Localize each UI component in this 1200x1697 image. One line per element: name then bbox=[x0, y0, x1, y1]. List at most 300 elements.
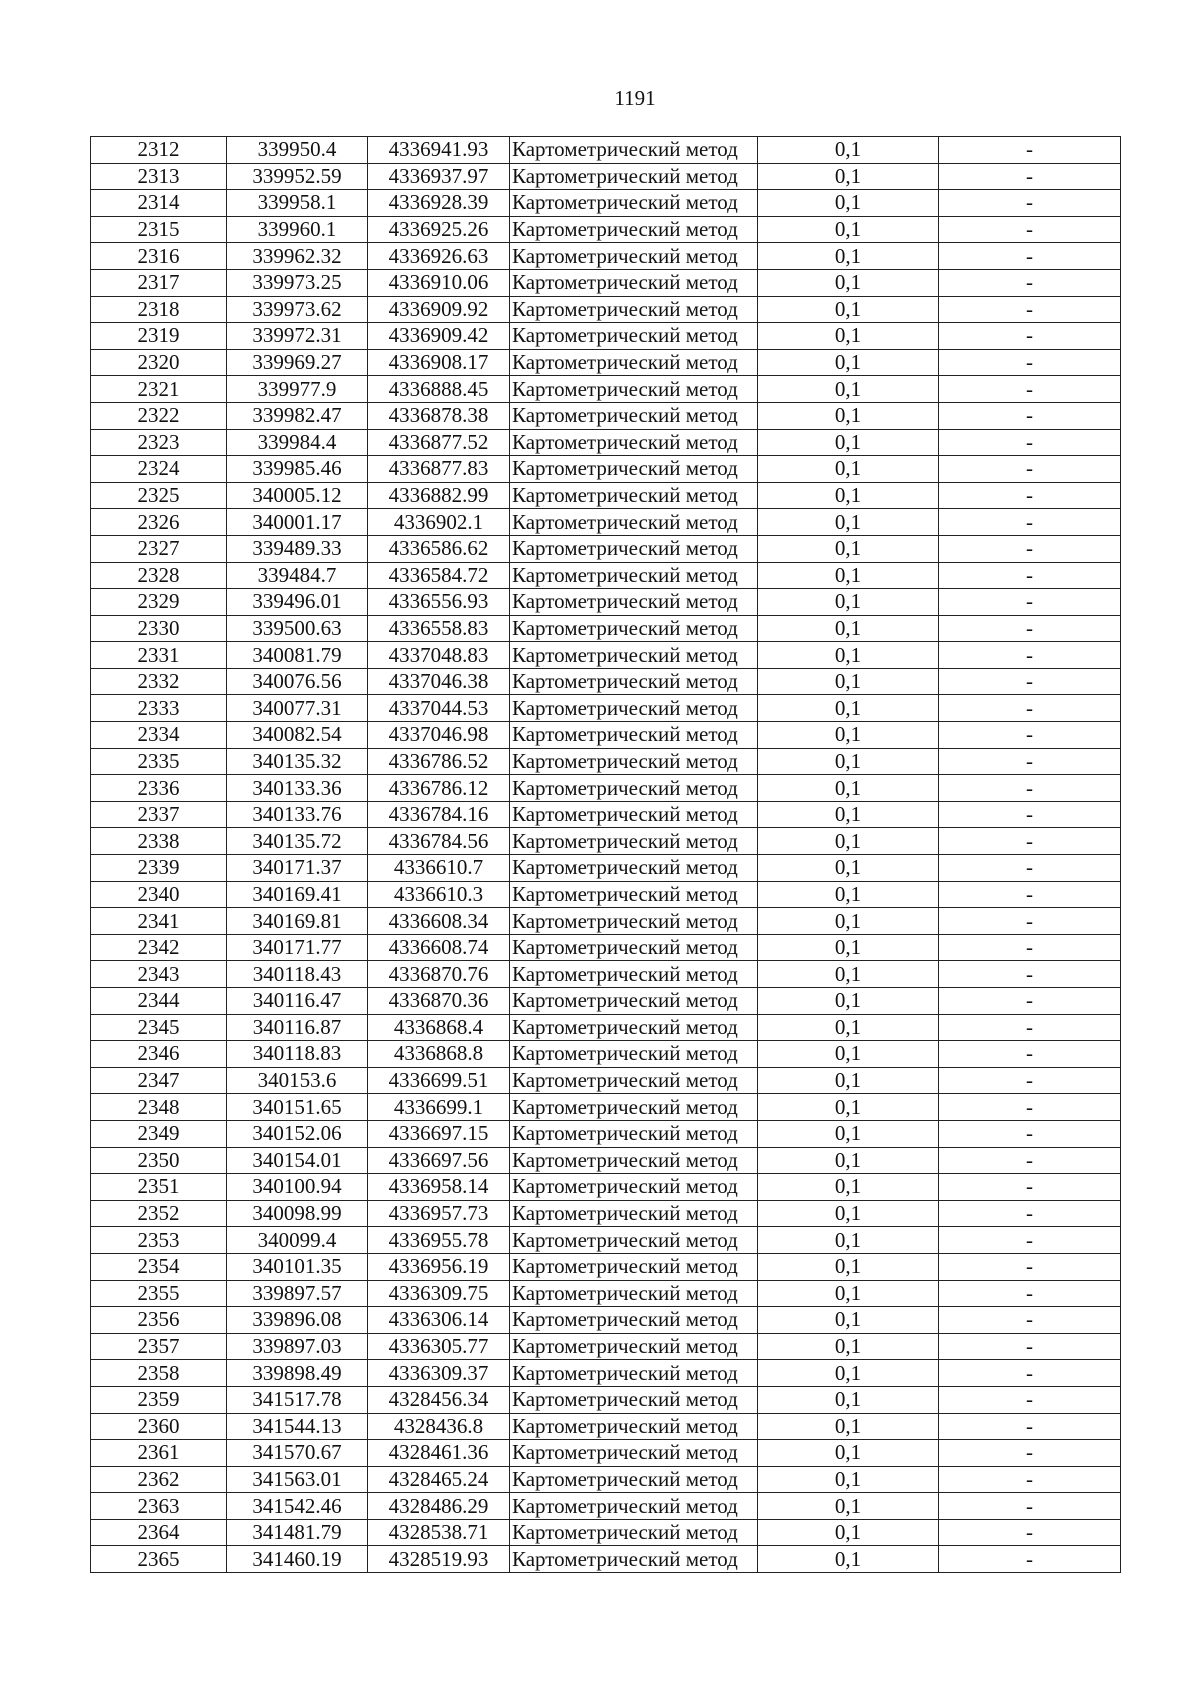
table-row bbox=[91, 855, 1121, 882]
method-cell: Картометрический метод bbox=[510, 775, 758, 802]
accuracy-cell: 0,1 bbox=[758, 1440, 939, 1467]
y-coordinate-cell: 4336610.3 bbox=[368, 881, 510, 908]
y-coordinate-cell: 4336586.62 bbox=[368, 535, 510, 562]
point-number-cell: 2343 bbox=[91, 961, 227, 988]
x-coordinate-cell: 340081.79 bbox=[227, 642, 368, 669]
method-cell: Картометрический метод bbox=[510, 1333, 758, 1360]
point-number-cell: 2357 bbox=[91, 1333, 227, 1360]
table-row bbox=[91, 402, 1121, 429]
accuracy-cell: 0,1 bbox=[758, 748, 939, 775]
note-cell: - bbox=[939, 269, 1121, 296]
x-coordinate-cell: 340118.43 bbox=[227, 961, 368, 988]
method-cell: Картометрический метод bbox=[510, 1546, 758, 1573]
y-coordinate-cell: 4336877.52 bbox=[368, 429, 510, 456]
point-number-cell: 2325 bbox=[91, 482, 227, 509]
note-cell: - bbox=[939, 1546, 1121, 1573]
note-cell: - bbox=[939, 615, 1121, 642]
x-coordinate-cell: 340100.94 bbox=[227, 1174, 368, 1201]
x-coordinate-cell: 339897.03 bbox=[227, 1333, 368, 1360]
accuracy-cell: 0,1 bbox=[758, 1333, 939, 1360]
method-cell: Картометрический метод bbox=[510, 402, 758, 429]
method-cell: Картометрический метод bbox=[510, 881, 758, 908]
table-row bbox=[91, 216, 1121, 243]
method-cell: Картометрический метод bbox=[510, 163, 758, 190]
point-number-cell: 2342 bbox=[91, 934, 227, 961]
note-cell: - bbox=[939, 376, 1121, 403]
point-number-cell: 2321 bbox=[91, 376, 227, 403]
table-row bbox=[91, 1333, 1121, 1360]
y-coordinate-cell: 4336877.83 bbox=[368, 456, 510, 483]
point-number-cell: 2324 bbox=[91, 456, 227, 483]
method-cell: Картометрический метод bbox=[510, 323, 758, 350]
method-cell: Картометрический метод bbox=[510, 908, 758, 935]
x-coordinate-cell: 339977.9 bbox=[227, 376, 368, 403]
y-coordinate-cell: 4336699.1 bbox=[368, 1094, 510, 1121]
y-coordinate-cell: 4328461.36 bbox=[368, 1440, 510, 1467]
x-coordinate-cell: 340133.36 bbox=[227, 775, 368, 802]
x-coordinate-cell: 339973.62 bbox=[227, 296, 368, 323]
x-coordinate-cell: 339952.59 bbox=[227, 163, 368, 190]
accuracy-cell: 0,1 bbox=[758, 349, 939, 376]
table-row bbox=[91, 1253, 1121, 1280]
point-number-cell: 2328 bbox=[91, 562, 227, 589]
point-number-cell: 2360 bbox=[91, 1413, 227, 1440]
point-number-cell: 2322 bbox=[91, 402, 227, 429]
table-row bbox=[91, 482, 1121, 509]
y-coordinate-cell: 4337046.98 bbox=[368, 722, 510, 749]
x-coordinate-cell: 341481.79 bbox=[227, 1519, 368, 1546]
x-coordinate-cell: 339985.46 bbox=[227, 456, 368, 483]
table-row bbox=[91, 1147, 1121, 1174]
accuracy-cell: 0,1 bbox=[758, 934, 939, 961]
accuracy-cell: 0,1 bbox=[758, 243, 939, 270]
accuracy-cell: 0,1 bbox=[758, 137, 939, 164]
y-coordinate-cell: 4336902.1 bbox=[368, 509, 510, 536]
note-cell: - bbox=[939, 855, 1121, 882]
accuracy-cell: 0,1 bbox=[758, 1493, 939, 1520]
table-row bbox=[91, 509, 1121, 536]
accuracy-cell: 0,1 bbox=[758, 535, 939, 562]
y-coordinate-cell: 4336908.17 bbox=[368, 349, 510, 376]
y-coordinate-cell: 4336786.52 bbox=[368, 748, 510, 775]
table-row bbox=[91, 1386, 1121, 1413]
x-coordinate-cell: 340135.72 bbox=[227, 828, 368, 855]
point-number-cell: 2330 bbox=[91, 615, 227, 642]
y-coordinate-cell: 4328456.34 bbox=[368, 1386, 510, 1413]
method-cell: Картометрический метод bbox=[510, 1227, 758, 1254]
note-cell: - bbox=[939, 429, 1121, 456]
method-cell: Картометрический метод bbox=[510, 216, 758, 243]
accuracy-cell: 0,1 bbox=[758, 1067, 939, 1094]
table-row bbox=[91, 1094, 1121, 1121]
point-number-cell: 2341 bbox=[91, 908, 227, 935]
point-number-cell: 2348 bbox=[91, 1094, 227, 1121]
y-coordinate-cell: 4336870.36 bbox=[368, 988, 510, 1015]
accuracy-cell: 0,1 bbox=[758, 828, 939, 855]
accuracy-cell: 0,1 bbox=[758, 1413, 939, 1440]
point-number-cell: 2346 bbox=[91, 1041, 227, 1068]
table-row bbox=[91, 589, 1121, 616]
y-coordinate-cell: 4337044.53 bbox=[368, 695, 510, 722]
note-cell: - bbox=[939, 509, 1121, 536]
y-coordinate-cell: 4336937.97 bbox=[368, 163, 510, 190]
method-cell: Картометрический метод bbox=[510, 1041, 758, 1068]
note-cell: - bbox=[939, 1307, 1121, 1334]
point-number-cell: 2355 bbox=[91, 1280, 227, 1307]
table-row bbox=[91, 376, 1121, 403]
method-cell: Картометрический метод bbox=[510, 243, 758, 270]
method-cell: Картометрический метод bbox=[510, 1360, 758, 1387]
accuracy-cell: 0,1 bbox=[758, 908, 939, 935]
accuracy-cell: 0,1 bbox=[758, 323, 939, 350]
point-number-cell: 2365 bbox=[91, 1546, 227, 1573]
note-cell: - bbox=[939, 1413, 1121, 1440]
x-coordinate-cell: 340118.83 bbox=[227, 1041, 368, 1068]
x-coordinate-cell: 339969.27 bbox=[227, 349, 368, 376]
method-cell: Картометрический метод bbox=[510, 642, 758, 669]
method-cell: Картометрический метод bbox=[510, 190, 758, 217]
x-coordinate-cell: 339496.01 bbox=[227, 589, 368, 616]
accuracy-cell: 0,1 bbox=[758, 456, 939, 483]
accuracy-cell: 0,1 bbox=[758, 1386, 939, 1413]
page-number: 1191 bbox=[614, 86, 656, 110]
point-number-cell: 2331 bbox=[91, 642, 227, 669]
note-cell: - bbox=[939, 323, 1121, 350]
table-row bbox=[91, 243, 1121, 270]
table-row bbox=[91, 296, 1121, 323]
point-number-cell: 2356 bbox=[91, 1307, 227, 1334]
accuracy-cell: 0,1 bbox=[758, 615, 939, 642]
x-coordinate-cell: 340133.76 bbox=[227, 801, 368, 828]
table-row bbox=[91, 801, 1121, 828]
point-number-cell: 2351 bbox=[91, 1174, 227, 1201]
method-cell: Картометрический метод bbox=[510, 349, 758, 376]
x-coordinate-cell: 339897.57 bbox=[227, 1280, 368, 1307]
y-coordinate-cell: 4336608.34 bbox=[368, 908, 510, 935]
x-coordinate-cell: 341570.67 bbox=[227, 1440, 368, 1467]
note-cell: - bbox=[939, 934, 1121, 961]
point-number-cell: 2354 bbox=[91, 1253, 227, 1280]
x-coordinate-cell: 339500.63 bbox=[227, 615, 368, 642]
method-cell: Картометрический метод bbox=[510, 376, 758, 403]
x-coordinate-cell: 340153.6 bbox=[227, 1067, 368, 1094]
x-coordinate-cell: 340154.01 bbox=[227, 1147, 368, 1174]
method-cell: Картометрический метод bbox=[510, 482, 758, 509]
x-coordinate-cell: 340116.47 bbox=[227, 988, 368, 1015]
accuracy-cell: 0,1 bbox=[758, 1200, 939, 1227]
x-coordinate-cell: 339973.25 bbox=[227, 269, 368, 296]
x-coordinate-cell: 341517.78 bbox=[227, 1386, 368, 1413]
method-cell: Картометрический метод bbox=[510, 456, 758, 483]
table-row bbox=[91, 908, 1121, 935]
y-coordinate-cell: 4336610.7 bbox=[368, 855, 510, 882]
x-coordinate-cell: 340171.77 bbox=[227, 934, 368, 961]
accuracy-cell: 0,1 bbox=[758, 482, 939, 509]
point-number-cell: 2340 bbox=[91, 881, 227, 908]
point-number-cell: 2319 bbox=[91, 323, 227, 350]
x-coordinate-cell: 341544.13 bbox=[227, 1413, 368, 1440]
x-coordinate-cell: 340135.32 bbox=[227, 748, 368, 775]
accuracy-cell: 0,1 bbox=[758, 1307, 939, 1334]
x-coordinate-cell: 340077.31 bbox=[227, 695, 368, 722]
y-coordinate-cell: 4336909.92 bbox=[368, 296, 510, 323]
y-coordinate-cell: 4336784.16 bbox=[368, 801, 510, 828]
accuracy-cell: 0,1 bbox=[758, 1280, 939, 1307]
method-cell: Картометрический метод bbox=[510, 589, 758, 616]
note-cell: - bbox=[939, 722, 1121, 749]
method-cell: Картометрический метод bbox=[510, 801, 758, 828]
point-number-cell: 2327 bbox=[91, 535, 227, 562]
point-number-cell: 2339 bbox=[91, 855, 227, 882]
accuracy-cell: 0,1 bbox=[758, 1253, 939, 1280]
note-cell: - bbox=[939, 1519, 1121, 1546]
method-cell: Картометрический метод bbox=[510, 137, 758, 164]
method-cell: Картометрический метод bbox=[510, 615, 758, 642]
table-row bbox=[91, 988, 1121, 1015]
accuracy-cell: 0,1 bbox=[758, 1120, 939, 1147]
x-coordinate-cell: 340169.41 bbox=[227, 881, 368, 908]
note-cell: - bbox=[939, 216, 1121, 243]
accuracy-cell: 0,1 bbox=[758, 1227, 939, 1254]
x-coordinate-cell: 339984.4 bbox=[227, 429, 368, 456]
y-coordinate-cell: 4328465.24 bbox=[368, 1466, 510, 1493]
note-cell: - bbox=[939, 988, 1121, 1015]
note-cell: - bbox=[939, 1094, 1121, 1121]
method-cell: Картометрический метод bbox=[510, 562, 758, 589]
y-coordinate-cell: 4336306.14 bbox=[368, 1307, 510, 1334]
y-coordinate-cell: 4328519.93 bbox=[368, 1546, 510, 1573]
note-cell: - bbox=[939, 828, 1121, 855]
table-row bbox=[91, 934, 1121, 961]
accuracy-cell: 0,1 bbox=[758, 190, 939, 217]
y-coordinate-cell: 4336784.56 bbox=[368, 828, 510, 855]
accuracy-cell: 0,1 bbox=[758, 801, 939, 828]
table-row bbox=[91, 1546, 1121, 1573]
point-number-cell: 2334 bbox=[91, 722, 227, 749]
x-coordinate-cell: 340151.65 bbox=[227, 1094, 368, 1121]
note-cell: - bbox=[939, 642, 1121, 669]
method-cell: Картометрический метод bbox=[510, 828, 758, 855]
y-coordinate-cell: 4336786.12 bbox=[368, 775, 510, 802]
point-number-cell: 2350 bbox=[91, 1147, 227, 1174]
x-coordinate-cell: 339960.1 bbox=[227, 216, 368, 243]
table-row bbox=[91, 1280, 1121, 1307]
x-coordinate-cell: 340152.06 bbox=[227, 1120, 368, 1147]
note-cell: - bbox=[939, 1360, 1121, 1387]
note-cell: - bbox=[939, 1333, 1121, 1360]
point-number-cell: 2337 bbox=[91, 801, 227, 828]
accuracy-cell: 0,1 bbox=[758, 429, 939, 456]
accuracy-cell: 0,1 bbox=[758, 589, 939, 616]
note-cell: - bbox=[939, 349, 1121, 376]
point-number-cell: 2336 bbox=[91, 775, 227, 802]
note-cell: - bbox=[939, 1147, 1121, 1174]
table-body bbox=[91, 137, 1121, 1573]
note-cell: - bbox=[939, 296, 1121, 323]
accuracy-cell: 0,1 bbox=[758, 668, 939, 695]
table-row bbox=[91, 1360, 1121, 1387]
table-row bbox=[91, 1466, 1121, 1493]
method-cell: Картометрический метод bbox=[510, 1307, 758, 1334]
x-coordinate-cell: 339982.47 bbox=[227, 402, 368, 429]
table-row bbox=[91, 1200, 1121, 1227]
accuracy-cell: 0,1 bbox=[758, 1014, 939, 1041]
y-coordinate-cell: 4336941.93 bbox=[368, 137, 510, 164]
x-coordinate-cell: 339489.33 bbox=[227, 535, 368, 562]
x-coordinate-cell: 341563.01 bbox=[227, 1466, 368, 1493]
table-row bbox=[91, 722, 1121, 749]
accuracy-cell: 0,1 bbox=[758, 1519, 939, 1546]
table-row bbox=[91, 190, 1121, 217]
table-row bbox=[91, 1519, 1121, 1546]
method-cell: Картометрический метод bbox=[510, 1120, 758, 1147]
table-row bbox=[91, 429, 1121, 456]
note-cell: - bbox=[939, 775, 1121, 802]
table-row bbox=[91, 668, 1121, 695]
point-number-cell: 2338 bbox=[91, 828, 227, 855]
method-cell: Картометрический метод bbox=[510, 855, 758, 882]
method-cell: Картометрический метод bbox=[510, 1253, 758, 1280]
accuracy-cell: 0,1 bbox=[758, 562, 939, 589]
accuracy-cell: 0,1 bbox=[758, 296, 939, 323]
point-number-cell: 2347 bbox=[91, 1067, 227, 1094]
table-row bbox=[91, 881, 1121, 908]
note-cell: - bbox=[939, 801, 1121, 828]
table-row bbox=[91, 615, 1121, 642]
note-cell: - bbox=[939, 163, 1121, 190]
point-number-cell: 2359 bbox=[91, 1386, 227, 1413]
coordinates-table bbox=[90, 136, 1121, 1573]
point-number-cell: 2317 bbox=[91, 269, 227, 296]
accuracy-cell: 0,1 bbox=[758, 1360, 939, 1387]
accuracy-cell: 0,1 bbox=[758, 988, 939, 1015]
x-coordinate-cell: 340098.99 bbox=[227, 1200, 368, 1227]
accuracy-cell: 0,1 bbox=[758, 881, 939, 908]
x-coordinate-cell: 340001.17 bbox=[227, 509, 368, 536]
note-cell: - bbox=[939, 190, 1121, 217]
method-cell: Картометрический метод bbox=[510, 1280, 758, 1307]
point-number-cell: 2353 bbox=[91, 1227, 227, 1254]
note-cell: - bbox=[939, 1014, 1121, 1041]
note-cell: - bbox=[939, 1120, 1121, 1147]
note-cell: - bbox=[939, 881, 1121, 908]
table-row bbox=[91, 1413, 1121, 1440]
method-cell: Картометрический метод bbox=[510, 1440, 758, 1467]
y-coordinate-cell: 4336608.74 bbox=[368, 934, 510, 961]
note-cell: - bbox=[939, 748, 1121, 775]
point-number-cell: 2333 bbox=[91, 695, 227, 722]
method-cell: Картометрический метод bbox=[510, 668, 758, 695]
accuracy-cell: 0,1 bbox=[758, 695, 939, 722]
y-coordinate-cell: 4336909.42 bbox=[368, 323, 510, 350]
note-cell: - bbox=[939, 1041, 1121, 1068]
point-number-cell: 2345 bbox=[91, 1014, 227, 1041]
y-coordinate-cell: 4336868.4 bbox=[368, 1014, 510, 1041]
y-coordinate-cell: 4336697.56 bbox=[368, 1147, 510, 1174]
table-row bbox=[91, 748, 1121, 775]
method-cell: Картометрический метод bbox=[510, 1200, 758, 1227]
method-cell: Картометрический метод bbox=[510, 988, 758, 1015]
y-coordinate-cell: 4328538.71 bbox=[368, 1519, 510, 1546]
method-cell: Картометрический метод bbox=[510, 934, 758, 961]
accuracy-cell: 0,1 bbox=[758, 163, 939, 190]
note-cell: - bbox=[939, 1067, 1121, 1094]
point-number-cell: 2363 bbox=[91, 1493, 227, 1520]
accuracy-cell: 0,1 bbox=[758, 1147, 939, 1174]
table-row bbox=[91, 1227, 1121, 1254]
y-coordinate-cell: 4336878.38 bbox=[368, 402, 510, 429]
y-coordinate-cell: 4336925.26 bbox=[368, 216, 510, 243]
x-coordinate-cell: 339484.7 bbox=[227, 562, 368, 589]
method-cell: Картометрический метод bbox=[510, 1386, 758, 1413]
method-cell: Картометрический метод bbox=[510, 1466, 758, 1493]
method-cell: Картометрический метод bbox=[510, 429, 758, 456]
note-cell: - bbox=[939, 137, 1121, 164]
table-row bbox=[91, 349, 1121, 376]
y-coordinate-cell: 4336309.75 bbox=[368, 1280, 510, 1307]
y-coordinate-cell: 4336957.73 bbox=[368, 1200, 510, 1227]
point-number-cell: 2362 bbox=[91, 1466, 227, 1493]
table-row bbox=[91, 828, 1121, 855]
x-coordinate-cell: 341542.46 bbox=[227, 1493, 368, 1520]
table-row bbox=[91, 269, 1121, 296]
x-coordinate-cell: 340171.37 bbox=[227, 855, 368, 882]
table-row bbox=[91, 642, 1121, 669]
table-row bbox=[91, 775, 1121, 802]
x-coordinate-cell: 340076.56 bbox=[227, 668, 368, 695]
table-row bbox=[91, 1067, 1121, 1094]
table-row bbox=[91, 1014, 1121, 1041]
note-cell: - bbox=[939, 402, 1121, 429]
table-row bbox=[91, 456, 1121, 483]
accuracy-cell: 0,1 bbox=[758, 722, 939, 749]
point-number-cell: 2332 bbox=[91, 668, 227, 695]
note-cell: - bbox=[939, 1253, 1121, 1280]
accuracy-cell: 0,1 bbox=[758, 642, 939, 669]
note-cell: - bbox=[939, 1493, 1121, 1520]
method-cell: Картометрический метод bbox=[510, 695, 758, 722]
method-cell: Картометрический метод bbox=[510, 509, 758, 536]
accuracy-cell: 0,1 bbox=[758, 855, 939, 882]
point-number-cell: 2316 bbox=[91, 243, 227, 270]
y-coordinate-cell: 4336928.39 bbox=[368, 190, 510, 217]
y-coordinate-cell: 4336882.99 bbox=[368, 482, 510, 509]
method-cell: Картометрический метод bbox=[510, 1094, 758, 1121]
y-coordinate-cell: 4336926.63 bbox=[368, 243, 510, 270]
y-coordinate-cell: 4336870.76 bbox=[368, 961, 510, 988]
x-coordinate-cell: 339958.1 bbox=[227, 190, 368, 217]
y-coordinate-cell: 4336910.06 bbox=[368, 269, 510, 296]
method-cell: Картометрический метод bbox=[510, 1014, 758, 1041]
point-number-cell: 2326 bbox=[91, 509, 227, 536]
accuracy-cell: 0,1 bbox=[758, 269, 939, 296]
y-coordinate-cell: 4336888.45 bbox=[368, 376, 510, 403]
table-row bbox=[91, 562, 1121, 589]
note-cell: - bbox=[939, 1386, 1121, 1413]
note-cell: - bbox=[939, 243, 1121, 270]
note-cell: - bbox=[939, 1466, 1121, 1493]
point-number-cell: 2320 bbox=[91, 349, 227, 376]
note-cell: - bbox=[939, 1174, 1121, 1201]
note-cell: - bbox=[939, 1280, 1121, 1307]
method-cell: Картометрический метод bbox=[510, 1067, 758, 1094]
note-cell: - bbox=[939, 535, 1121, 562]
point-number-cell: 2335 bbox=[91, 748, 227, 775]
method-cell: Картометрический метод bbox=[510, 1493, 758, 1520]
note-cell: - bbox=[939, 562, 1121, 589]
point-number-cell: 2349 bbox=[91, 1120, 227, 1147]
x-coordinate-cell: 339972.31 bbox=[227, 323, 368, 350]
